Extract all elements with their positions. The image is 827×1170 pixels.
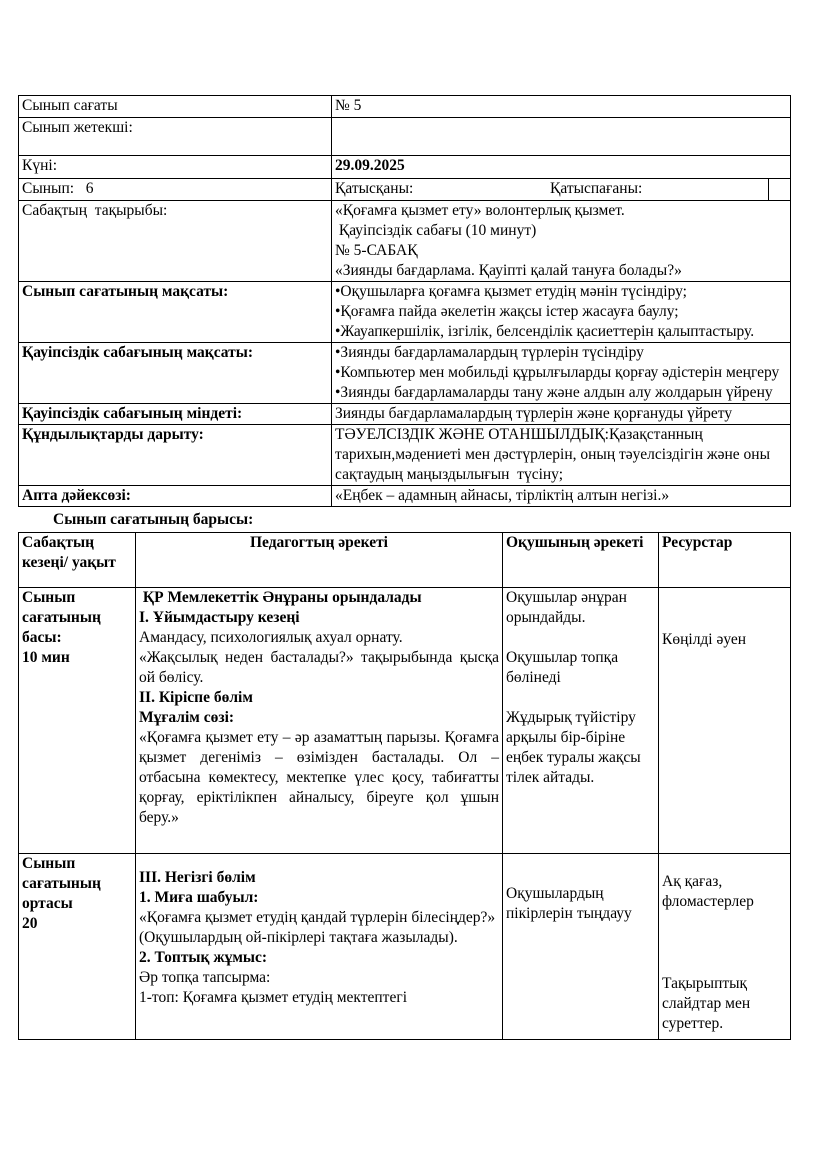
table-row-stage-middle <box>19 854 791 1040</box>
text-line: 2. Топтық жұмыс: <box>139 949 268 966</box>
info-label-grade: Сынып: 6 <box>19 179 332 201</box>
info-label-safety-lesson-task: Қауіпсіздік сабағының міндеті: <box>19 404 332 425</box>
text-line: •Зиянды бағдарламалардың түрлерін түсіндіру <box>335 344 644 361</box>
text-line: I. Ұйымдастыру кезеңі <box>139 609 300 626</box>
text-line: № 5-САБАҚ <box>335 242 418 259</box>
table-header-row <box>19 533 791 588</box>
info-label-week-quote: Апта дәйексөзі: <box>19 486 332 507</box>
text-line: Амандасу, психологиялық ахуал орнату. <box>139 629 403 646</box>
text-line: Жұдырық түйістіру арқылы бір-біріне еңбек туралы жақсы тілек айтады. <box>506 709 641 786</box>
info-label-date: Күні: <box>19 156 332 179</box>
column-header-resources: Ресурстар <box>659 533 791 588</box>
info-value-values-development: ТӘУЕЛСІЗДІК ЖӘНЕ ОТАНШЫЛДЫҚ:Қазақстанның тарихын,мәдениеті мен дәстүрлерін, оның тәуелсіздігін және оны сақтаудың маңыздылығын түсіну; <box>332 425 791 486</box>
info-value-class-hour-goal <box>332 282 791 343</box>
text-line: •Жауапкершілік, ізгілік, белсенділік қасиеттерін қалыптастыру. <box>335 323 755 340</box>
student-actions-cell <box>503 854 659 1040</box>
stage-cell <box>19 854 136 1040</box>
lesson-progress-table <box>18 532 791 1040</box>
column-header-teacher-actions: Педагогтың әрекеті <box>136 533 503 588</box>
table-row <box>19 179 791 201</box>
resources-cell <box>659 588 791 854</box>
text-line: Ақ қағаз, фломастерлер <box>662 873 754 910</box>
table-row <box>19 343 791 404</box>
text-line: •Оқушыларға қоғамға қызмет етудің мәнін түсіндіру; <box>335 283 687 300</box>
table-row <box>19 282 791 343</box>
text-line: 1. Миға шабуыл: <box>139 889 259 906</box>
text-line: •Қоғамға пайда әкелетін жақсы істер жасауға баулу; <box>335 303 679 320</box>
stage-name: Сынып сағатының басы: <box>22 589 101 646</box>
info-value-week-quote: «Еңбек – адамның айнасы, тірліктің алтын негізі.» <box>332 486 791 507</box>
table-row <box>19 486 791 507</box>
text-line: 1-топ: Қоғамға қызмет етудің мектептегі <box>139 989 408 1006</box>
stage-name: Сынып сағатының ортасы <box>22 855 101 912</box>
column-header-stage: Сабақтың кезеңі/ уақыт <box>19 533 136 588</box>
info-value-attendance <box>332 179 769 201</box>
info-attendance-extra-cell <box>769 179 791 201</box>
lesson-progress-heading: Сынып сағатының барысы: <box>53 511 254 528</box>
stage-duration: 10 мин <box>22 649 70 666</box>
info-value-safety-lesson-task: Зиянды бағдарламалардың түрлерін және қорғануды үйрету <box>332 404 791 425</box>
info-label-lesson-topic: Сабақтың тақырыбы: <box>19 201 332 282</box>
info-value-class-hour-number: № 5 <box>332 96 791 118</box>
text-line: Қауіпсіздік сабағы (10 минут) <box>335 222 537 239</box>
info-value-safety-lesson-goal <box>332 343 791 404</box>
text-line: Әр топқа тапсырма: <box>139 969 271 986</box>
text-line: «Қоғамға қызмет ету – әр азаматтың парызы. Қоғамға қызмет дегеніміз – өзімізден басталады. Ол – отбасына көмектесу, мектепке үлес қосу, табиғатты қорғау, еріктілікпен айналысу, біреуге қол ұшын беру.» <box>139 729 499 826</box>
text-line: «Қоғамға қызмет ету» волонтерлық қызмет. <box>335 202 625 219</box>
text-line: •Компьютер мен мобильді құрылғыларды қорғау әдістерін меңгеру <box>335 364 780 381</box>
text-line: «Қоғамға қызмет етудің қандай түрлерін білесіңдер?» (Оқушылардың ой-пікірлері тақтаға жазылады). <box>139 909 496 946</box>
text-line: Оқушылар әнұран орындайды. <box>506 589 627 626</box>
table-row-stage-beginning <box>19 588 791 854</box>
table-row <box>19 118 791 156</box>
stage-cell <box>19 588 136 854</box>
column-header-student-actions: Оқушының әрекеті <box>503 533 659 588</box>
table-row <box>19 156 791 179</box>
table-row <box>19 96 791 118</box>
info-value-date: 29.09.2025 <box>332 156 791 179</box>
text-line: «Зиянды бағдарлама. Қауіпті қалай тануға болады?» <box>335 262 682 279</box>
text-line: «Жақсылық неден басталады?» тақырыбында қысқа ой бөлісу. <box>139 649 499 686</box>
text-line: Мұғалім сөзі: <box>139 709 235 726</box>
attended-label: Қатысқаны: <box>335 180 414 197</box>
info-label-values-development: Құндылықтарды дарыту: <box>19 425 332 486</box>
info-label-class-teacher: Сынып жетекші: <box>19 118 332 156</box>
table-row <box>19 425 791 486</box>
text-line: Оқушылардың пікірлерін тыңдауу <box>506 885 632 922</box>
resources-cell <box>659 854 791 1040</box>
info-value-lesson-topic <box>332 201 791 282</box>
info-value-class-teacher <box>332 118 791 156</box>
text-line: II. Кіріспе бөлім <box>139 689 253 706</box>
info-label-class-hour-goal: Сынып сағатының мақсаты: <box>19 282 332 343</box>
text-line: Оқушылар топқа бөлінеді <box>506 649 619 686</box>
lesson-info-table <box>18 95 791 507</box>
text-line: •Зиянды бағдарламаларды тану және алдын алу жолдарын үйрену <box>335 384 773 401</box>
stage-duration: 20 <box>22 915 38 932</box>
text-line: III. Негізгі бөлім <box>139 869 256 886</box>
text-line: Тақырыптық слайдтар мен суреттер. <box>662 975 751 1032</box>
text-line: Көңілді әуен <box>662 631 747 648</box>
info-label-safety-lesson-goal: Қауіпсіздік сабағының мақсаты: <box>19 343 332 404</box>
info-label-class-hour: Сынып сағаты <box>19 96 332 118</box>
teacher-actions-cell <box>136 588 503 854</box>
absent-label: Қатыспағаны: <box>550 180 643 197</box>
teacher-actions-cell <box>136 854 503 1040</box>
text-line: ҚР Мемлекеттік Әнұраны орындалады <box>139 589 422 606</box>
table-row <box>19 404 791 425</box>
table-row <box>19 201 791 282</box>
student-actions-cell <box>503 588 659 854</box>
